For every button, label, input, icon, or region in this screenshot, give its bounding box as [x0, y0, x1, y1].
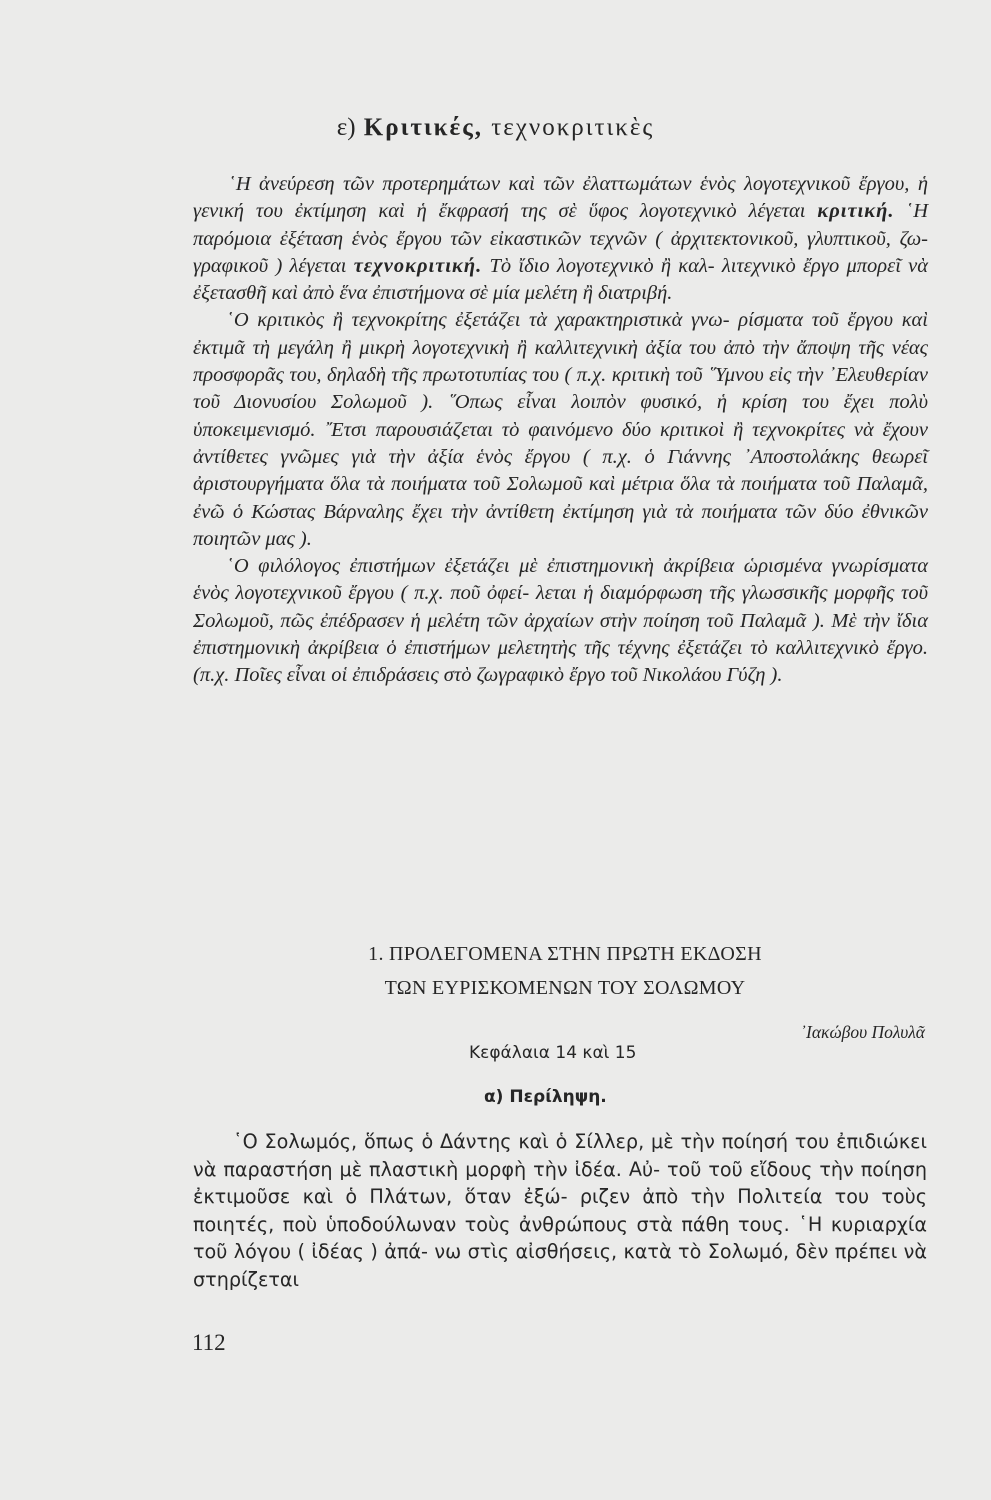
text-line: ρίσματα τοῦ ἔργου καὶ ἐκτιμᾶ τὴ μεγάλη ἢ μικρὴ λογοτεχνικὴ ἢ: [193, 309, 928, 359]
text-line: ἔργου τῶν εἰκαστικῶν τεχνῶν ( ἀρχιτεκτονικοῦ, γλυπτικοῦ, ζω-: [396, 227, 929, 250]
chapter-heading-line2: ΤΩΝ ΕΥΡΙΣΚΟΜΕΝΩΝ ΤΟΥ ΣΟΛΩΜΟΥ: [384, 977, 746, 999]
text-line: ἀριστουργήματα ὅλα τὰ ποιήματα τοῦ Σολωμοῦ καὶ μέτρια ὅλα: [193, 473, 711, 496]
text-line: φαινόμενο δύο κριτικοὶ ἢ τεχνοκρίτες νὰ ἔχουν ἀντίθετες γνῶμες: [193, 418, 929, 468]
text-line: ῾Ο κριτικὸς ἢ τεχνοκρίτης ἐξετάζει τὰ χαρακτηριστικὰ γνω-: [227, 309, 730, 332]
text-line: ᾿Ελευθερίαν τοῦ Διονυσίου Σολωμοῦ ). ῞Οπως εἶναι λοιπὸν φυσικό,: [193, 364, 929, 414]
text-line: Τὸ ἴδιο λογοτεχνικὸ ἢ καλ-: [482, 254, 715, 277]
term-technokritiki: τεχνοκριτική.: [353, 254, 483, 277]
text-line: τὰ ποιήματα τοῦ Παλαμᾶ, ἐνῶ ὁ Κώστας Βάρναλης ἔχει τὴν: [193, 473, 928, 523]
summary-text: [193, 1128, 927, 1294]
text-line: ῾Ο Σολωμός, ὅπως ὁ Δάντης καὶ ὁ Σίλλερ, μὲ τὴν ποίησή: [233, 1130, 789, 1153]
text-line: γιὰ τὴν ἀξία ἑνὸς ἔργου ( π.χ. ὁ Γιάννης ᾿Αποστολάκης θεωρεῖ: [351, 445, 928, 468]
text-line: ἀνθρώπους στὰ πάθη τους. ῾Η κυριαρχία τοῦ λόγου ( ἰδέας ) ἀπά-: [193, 1212, 927, 1264]
paragraph-summary: [193, 1128, 927, 1294]
text-line: γραφικοῦ ) λέγεται: [193, 254, 347, 277]
text-line: λιτεχνικὸ ἔργο μπορεῖ νὰ ἐξετασθῆ καὶ ἀπὸ ἕνα ἐπιστήμονα σὲ: [193, 254, 928, 305]
text-line: ἀντίθετη ἐκτίμηση γιὰ τὰ ποιήματα τῶν δύο ἐθνικῶν ποιητῶν: [193, 500, 929, 550]
text-line: καλλιτεχνικὴ ἀξία του ἀπὸ τὴν ἄποψη τῆς νέας προσφορᾶς του,: [193, 336, 929, 387]
text-line: ῾Ο φιλόλογος ἐπιστήμων ἐξετάζει μὲ ἐπιστημονικὴ ἀκρίβεια: [227, 555, 735, 578]
text-line: ῾Η ἀνεύρεση τῶν προτερημάτων καὶ τῶν ἐλαττωμάτων ἑνὸς: [229, 173, 736, 195]
chapters-label: Κεφάλαια 14 καὶ 15: [469, 1043, 637, 1063]
page-number: 112: [192, 1330, 226, 1355]
section-title: [0, 114, 991, 142]
definitions-text: [193, 171, 928, 690]
text-line: νω στὶς αἰσθήσεις, κατὰ τὸ Σολωμό, δὲν πρέπει νὰ στηρίζεται: [193, 1240, 928, 1291]
text-line: ἐπιδράσεις στὸ ζωγραφικὸ ἔργο τοῦ Νικολάου Γύζη ).: [352, 664, 783, 687]
text-line: μία μελέτη ἢ διατριβή.: [492, 282, 673, 305]
paragraph-critic: [193, 307, 928, 553]
text-line: Μὲ τὴν ἴδια ἐπιστημονικὴ ἀκρίβεια ὁ ἐπιστήμων μελετητὴς τῆς: [193, 609, 928, 660]
text-line: μας ).: [265, 527, 312, 550]
term-kritiki: κριτική.: [817, 200, 895, 223]
text-line: ἡ κρίση του ἔχει πολὺ ὑποκειμενισμό. ῎Ετσι παρουσιάζεται τὸ: [193, 391, 929, 441]
text-line: ῾Η παρόμοια ἐξέταση ἑνὸς: [193, 200, 929, 250]
text-line: τέχνης ἐξετάζει τὸ καλλιτεχνικὸ ἔργο. (π.χ. Ποῖες εἶναι οἱ: [193, 637, 929, 687]
chapter-heading-line1: 1. ΠΡΟΛΕΓΟΜΕΝΑ ΣΤΗΝ ΠΡΩΤΗ ΕΚΔΟΣΗ: [368, 943, 762, 965]
text-line: λογοτεχνικοῦ ἔργου, ἡ γενική του ἐκτίμηση καὶ ἡ ἔκφρασή της σὲ: [193, 173, 929, 223]
text-line: ὡρισμένα γνωρίσματα ἑνὸς λογοτεχνικοῦ ἔργου ( π.χ. ποῦ ὀφεί-: [193, 555, 928, 605]
author-name: ᾿Ιακώβου Πολυλᾶ: [800, 1022, 925, 1042]
paragraph-philologist: [193, 553, 928, 689]
summary-heading: α) Περίληψη.: [484, 1087, 607, 1107]
section-title-kritikes: Κριτικές,: [363, 114, 484, 141]
paragraph-definitions: [193, 171, 928, 307]
text-line: λεται ἡ διαμόρφωση τῆς γλωσσικῆς μορφῆς τοῦ Σολωμοῦ, πῶς: [193, 582, 929, 632]
section-title-prefix: ε): [336, 114, 356, 141]
text-line: του ἐπιδιώκει νὰ παραστήση μὲ πλαστικὴ μορφὴ τὴν ἰδέα. Αὐ-: [193, 1130, 928, 1181]
text-line: τοῦ τοῦ εἴδους τὴν ποίηση ἐκτιμοῦσε καὶ ὁ Πλάτων, ὅταν ἐξώ-: [193, 1157, 927, 1209]
text-line: ὕφος λογοτεχνικὸ λέγεται: [588, 200, 806, 223]
text-line: ἐπέδρασεν ἡ μελέτη τῶν ἀρχαίων στὴν ποίηση τοῦ Παλαμᾶ ).: [320, 609, 825, 632]
section-title-technokritikes: τεχνοκριτικὲς: [491, 114, 655, 141]
text-line: ριζεν ἀπὸ τὴν Πολιτεία του τοὺς ποιητές, ποὺ ὑποδούλωναν τοὺς: [193, 1185, 927, 1236]
text-line: δηλαδὴ τῆς πρωτοτυπίας του ( π.χ. κριτικὴ τοῦ ῞Υμνου εἰς τὴν: [326, 364, 824, 387]
